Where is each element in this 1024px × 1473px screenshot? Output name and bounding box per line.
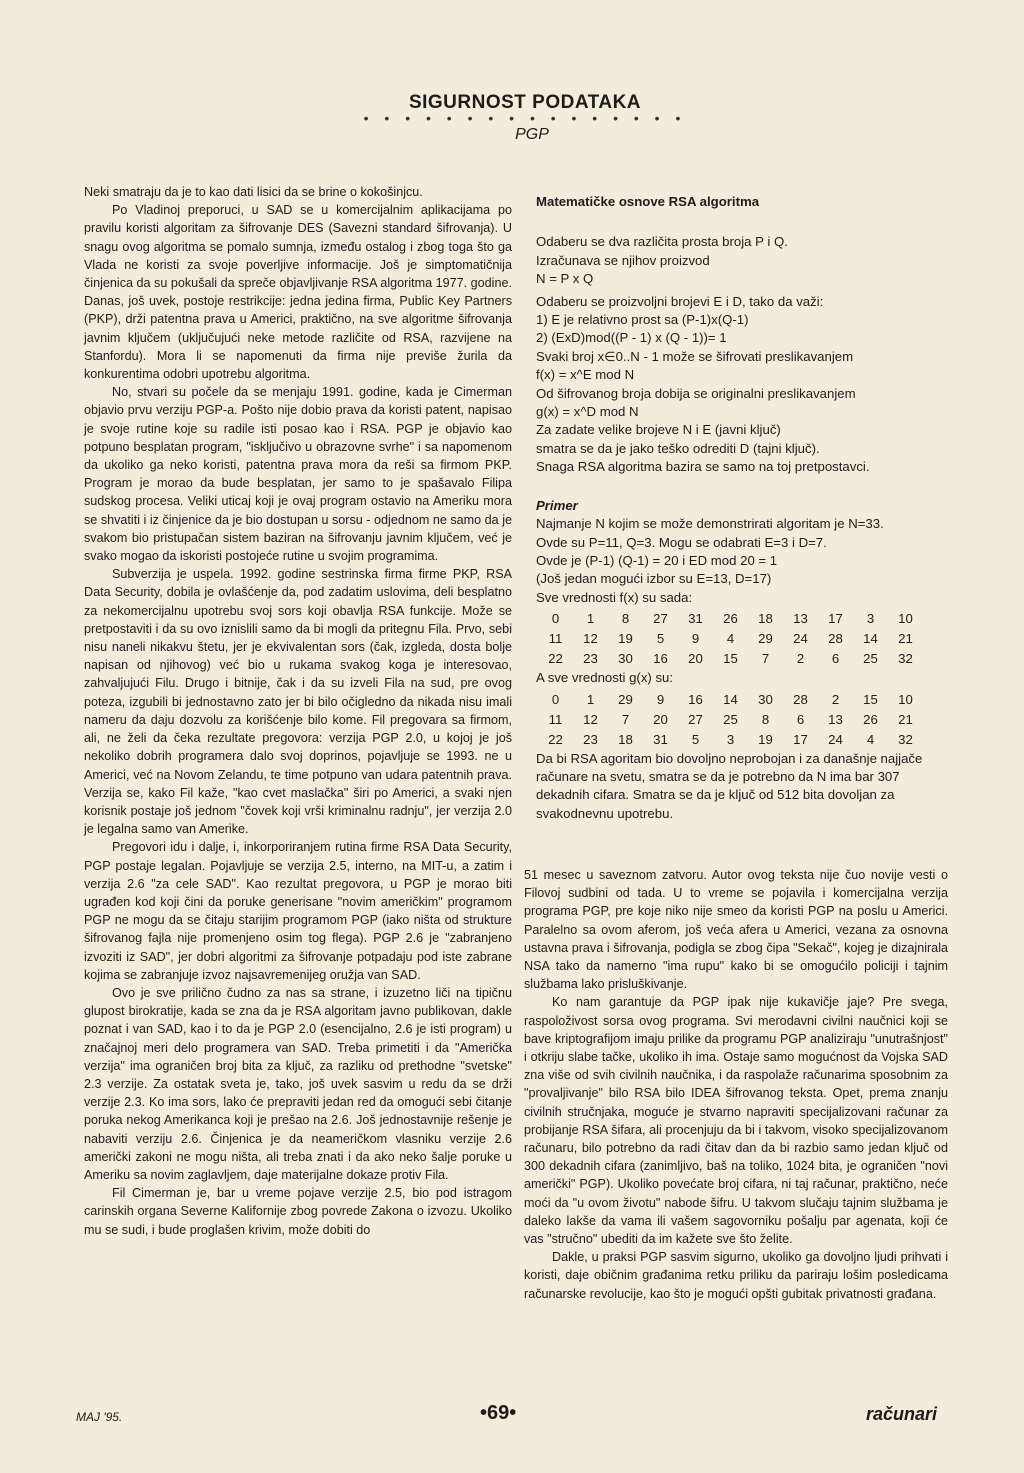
page-number: •69• [480,1402,517,1424]
example-line: Ovde je (P-1) (Q-1) = 20 i ED mod 20 = 1 [536,552,778,568]
g-cell: 28 [793,691,808,707]
f-values-table [538,609,923,669]
f-cell: 28 [828,631,843,647]
f-cell: 8 [621,611,630,627]
g-cell: 30 [758,691,773,707]
f-cell: 23 [583,651,598,667]
f-cell: 13 [793,611,808,627]
g-cell: 4 [866,731,875,747]
f-cell: 32 [898,651,913,667]
f-cell: 21 [898,631,913,647]
g-cell: 24 [828,731,843,747]
paragraph: Ko nam garantuje da PGP ipak nije kukavičje jaje? Pre svega, raspoloživost sorsa ovog programa. Svi merodavni civilni naučnici koji se bave kriptografijom imaju prilike da programu PGP analiziraju "unutrašnjost" i otkriju slabe tačke, ukoliko ih ima. Ostaje samo mogućnost da Vojska SAD zna više od svih civilnih naučnika, i da raspolaže računarima sposobnim za "provaljivanje" bilo RSA bilo IDEA šifrovanog teksta. Opet, prema znanju civilnih stručnjaka, moguće je stvarno napraviti specijalizovani računar za probijanje RSA šifara, ali procenjuju da bi i takvom, visoko specijalizovanom računaru, bilo potrebno da radi čitav dan da bi razbio samo jedan ključ od 300 dekadnih cifara (zanimljivo, baš na toliko, 1024 bita, je ograničen "novi američki" PGP). Ukoliko povećate broj cifara, ni taj računar, praktično, neće moći da "u ovom životu" nabode šifru. U takvom slučaju tajnim službama je daleko lakše da vama ili vašem sagovorniku pošalju par agenata, koji će vas "stručno" ubediti da im kažete sve što želite. [524,995,948,1247]
f-cell: 25 [863,651,878,667]
f-cell: 16 [653,651,668,667]
g-row [538,730,923,750]
g-cell: 0 [551,691,560,707]
f-cell: 17 [828,611,843,627]
f-cell: 31 [688,611,703,627]
f-values-label: Sve vrednosti f(x) su sada: [536,589,693,605]
math-line: smatra se da je jako teško odrediti D (tajni ključ). [536,440,820,456]
g-cell: 10 [898,691,913,707]
g-cell: 21 [898,711,913,727]
magazine-logo: računari [866,1404,938,1424]
g-cell: 25 [723,711,738,727]
g-row [538,690,923,710]
f-cell: 12 [583,631,598,647]
g-cell: 6 [796,711,805,727]
math-line: 1) E je relativno prost sa (P-1)x(Q-1) [536,312,749,328]
g-cell: 19 [758,731,773,747]
g-cell: 3 [726,731,735,747]
paragraph: 51 mesec u saveznom zatvoru. Autor ovog teksta nije čuo novije vesti o Filovoj sudbini od tada. U to vreme se pojavila i komercijalna verzija programa PGP, pre koje niko nije smeo da koristi PGP na poslu u Americi. Paralelno sa ovom aferom, još veća afera u Americi, vezana za osnovna ustavna prava i šifrovanja, podigla se zbog čipa "Sekač", kojeg je dizajnirala NSA tako da namerno "ima rupu" kako bi se omogućilo policiji i tajnim službama lako prisluškivanje. [524,868,948,992]
f-cell: 3 [866,611,875,627]
example-line: Ovde su P=11, Q=3. Mogu se odabrati E=3 i D=7. [536,534,827,550]
g-cell: 16 [688,691,703,707]
math-line: Za zadate velike brojeve N i E (javni ključ) [536,422,781,438]
f-cell: 18 [758,611,773,627]
left-column [84,183,512,1239]
math-line: Svaki broj x∈0..N - 1 može se šifrovati preslikavanjem [536,348,854,364]
math-line: Odaberu se dva različita prosta broja P i Q. [536,234,788,250]
f-cell: 6 [831,651,840,667]
g-row [538,710,923,730]
paragraph: No, stvari su počele da se menjaju 1991. godine, kada je Cimerman objavio prvu verziju PGP-a. Pošto nije dobio prava da koristi patent, napisao je svoje rutine koje su radile isti posao kao i RSA. PGP je objavio kao potpuno besplatan program, "isključivo u obrazovne svrhe" i sa napomenom da ukoliko ga neko koristi, patentna prava mora da reši sa firmom PKP. Program je morao da bude besplatan, jer samo to je spašavalo Filipa sudskog procesa. Veliki uticaj koji je ovaj program ostavio na Ameriku mora se shvatiti i iz činjenice da je bio dostupan u sorsu - odjednom ne samo da je svakom bio pristupačan sistem baziran na šifrovanju javnim ključem, već je svako mogao da iskoristi postojeće rutine u svojim programima. [84,385,512,564]
f-cell: 9 [691,631,700,647]
g-cell: 14 [723,691,738,707]
f-cell: 27 [653,611,668,627]
f-cell: 10 [898,611,913,627]
g-cell: 22 [548,731,563,747]
g-cell: 29 [618,691,633,707]
f-cell: 0 [551,611,560,627]
paragraph: Dakle, u praksi PGP sasvim sigurno, ukoliko ga dovoljno ljudi prihvati i koristi, daje običnim građanima retku priliku da pariraju lošim posledicama računarske revolucije, kao što je mogući opšti gubitak privatnosti građana. [524,1250,948,1301]
f-row [538,609,923,629]
g-cell: 7 [621,711,630,727]
rsa-math-box [536,193,932,823]
g-cell: 11 [548,711,563,727]
paragraph: Po Vladinoj preporuci, u SAD se u komercijalnim aplikacijama po pravilu koristi algoritam za šifrovanje DES (Savezni standard šifrovanja). U snagu ovog algoritma se pomalo sumnja, između ostalog i zbog toga što ga Vlada ne koristi za svoje poverljive informacije. Još je simptomatičnija činjenica da su pokušali da spreče objavljivanje RSA algoritma 1977. godine. Danas, još uvek, postoje restrikcije: jedna jedina firma, Public Key Partners (PKP), drži patentna prava u Americi, praktično, na sve algoritme šifrovanja javnim ključem (uključujući neke metode različite od RSA, razvijene na Stanfordu). Mora li se napomenuti da firma nije previše žurila da konkurentima odobri upotrebu algoritma. [84,203,512,382]
g-cell: 12 [583,711,598,727]
article-subtitle: PGP [515,126,549,143]
math-line: Odaberu se proizvoljni brojevi E i D, tako da važi: [536,293,824,309]
f-cell: 20 [688,651,703,667]
math-line: f(x) = x^E mod N [536,367,635,383]
f-cell: 24 [793,631,808,647]
g-cell: 26 [863,711,878,727]
g-cell: 9 [656,691,665,707]
math-line: Snaga RSA algoritma bazira se samo na toj pretpostavci. [536,459,870,475]
g-cell: 18 [618,731,633,747]
f-cell: 22 [548,651,563,667]
issue-date: MAJ '95. [76,1410,123,1424]
f-cell: 1 [586,611,595,627]
f-row [538,649,923,669]
f-cell: 30 [618,651,633,667]
math-line: Od šifrovanog broja dobija se originalni preslikavanjem [536,385,856,401]
f-cell: 29 [758,631,773,647]
g-cell: 2 [831,691,840,707]
math-line: N = P x Q [536,271,594,287]
g-cell: 13 [828,711,843,727]
math-line: 2) (ExD)mod((P - 1) x (Q - 1))= 1 [536,330,727,346]
example-line: Najmanje N kojim se može demonstrirati algoritam je N=33. [536,516,884,532]
paragraph: Subverzija je uspela. 1992. godine sestrinska firma firme PKP, RSA Data Security, dobila je ovlašćenje da, pod zadatim uslovima, deli besplatno za nekomercijalnu upotrebu svoj sors koji obavlja RSA funkcije. Može se pretpostaviti i da su ovo iznislili samo da bi mogli da pritegnu Fila. Prvo, sebi nisu naneli nikakvu štetu, jer je ekvivalentan sors (čak, izgleda, dosta bolje napisan od njihovog) već bio u rukama svakog koga je interesovao, zahvaljujući Filu. Drugo i bitnije, čak i da su izveli Fila na sud, pre ovog poteza, izgubili bi jednostavno zato jer bi bilo očigledno da nikada nisu imali nameru da daju dozvolu za korišćenje bilo kome. Fil pregovara sa firmom, ali, ne želi da čeka rezultate pregovora: verzija PGP 2.0, u kojoj je još nekoliko dobrih programera dalo svoj doprinos, pojavljuje se 1993. ne u Americi, već na Novom Zelandu, te time potpuno van udara patentnih prava. Verzija se, kako Fil kaže, "kao cvet maslačka" širi po Americi, a svaki njen korisnik postaje još jednom "čovek koji vrši kriminalnu radnju", jer verzija 2.0 je legalna samo van Amerike. [84,567,512,837]
key-size-note: Da bi RSA agoritam bio dovoljno neprobojan i za današnje najjače računare na svetu, smatra se da je potrebno da N ima bar 307 dekadnih cifara. Smatra se da je ključ od 512 bita dovoljan za svakodnevnu upotrebu. [536,750,923,821]
f-cell: 15 [723,651,738,667]
paragraph: Neki smatraju da je to kao dati lisici da se brine o kokošinjcu. [84,185,423,199]
f-cell: 11 [548,631,563,647]
f-cell: 2 [796,651,805,667]
section-title: SIGURNOST PODATAKA [408,92,642,113]
g-cell: 31 [653,731,668,747]
f-row [538,629,923,649]
g-cell: 17 [793,731,808,747]
g-cell: 27 [688,711,703,727]
g-cell: 15 [863,691,878,707]
paragraph: Ovo je sve prilično čudno za nas sa strane, i izuzetno liči na tipičnu glupost birokratije, kada se zna da je RSA algoritam javno publikovan, dakle poznat i van SAD, kao i to da je PGP 2.0 (esencijalno, 2.6 je isti program) u značajnoj meri delo programera van SAD. Treba primetiti i da "Američka verzija" ima ograničen broj bita za ključ, za razliku od prethodne "svetske" 2.3 verzije. Za ostatak sveta je, tako, još uvek sasvim u redu da se drži verzije 2.3. Ko ima sors, lako će prepraviti jedan red da omogući sebi čitanje poruka nekog Amerikanca koji je prešao na 2.6. Još jednostavnije rešenje je nabaviti verziju 2.6. Činjenica je da neameričkom vlasniku verzije 2.6 američki zakoni ne mogu ništa, ali treba znati i da ako neko šalje poruke u Ameriku sa novim zaglavljem, daje materijalne dokaze protiv Fila. [84,985,512,1182]
g-cell: 23 [583,731,598,747]
dotted-rule: • • • • • • • • • • • • • • • • [363,110,687,126]
f-cell: 4 [726,631,735,647]
g-cell: 1 [586,691,595,707]
g-cell: 20 [653,711,668,727]
math-line: g(x) = x^D mod N [536,404,639,420]
right-column-text [524,866,948,1303]
paragraph: Fil Cimerman je, bar u vreme pojave verzije 2.5, bio pod istragom carinskih organa Severne Kalifornije zbog povrede Zakona o izvozu. Ukoliko mu se sudi, i bude proglašen krivim, može dobiti do [84,1186,512,1237]
page-header [0,92,1024,144]
f-cell: 7 [761,651,770,667]
example-line: (Još jedan mogući izbor su E=13, D=17) [536,571,772,587]
f-cell: 19 [618,631,633,647]
g-values-table [538,690,923,750]
box-title: Matematičke osnove RSA algoritma [536,194,760,209]
example-title: Primer [536,497,578,513]
f-cell: 14 [863,631,878,647]
paragraph: Pregovori idu i dalje, i, inkorporiranjem rutina firme RSA Data Security, PGP postaje legalan. Pojavljuje se verzija 2.5, interno, na MIT-u, a zatim i verzija 2.6 "za cele SAD". Kao rezultat pregovora, u PGP je morao biti ugrađen kod koji čini da poruke generisane "novim američkim" programom PGP ne mogu da se čitaju starijim programom PGP (iako ništa od strukture šifrovanog fajla nije promenjeno osim tog flega). PGP 2.6 je "zabranjeno izvoziti iz SAD", jer dobri algoritmi za šifrovanje potpadaju pod iste zabrane kojima se zabranjuje izvoz najsavremenijeg oružja van SAD. [84,840,512,982]
g-cell: 8 [761,711,770,727]
g-values-label: A sve vrednosti g(x) su: [536,670,674,686]
math-line: Izračunava se njihov proizvod [536,252,710,268]
g-cell: 32 [898,731,913,747]
f-cell: 26 [723,611,738,627]
g-cell: 5 [691,731,700,747]
f-cell: 5 [656,631,665,647]
